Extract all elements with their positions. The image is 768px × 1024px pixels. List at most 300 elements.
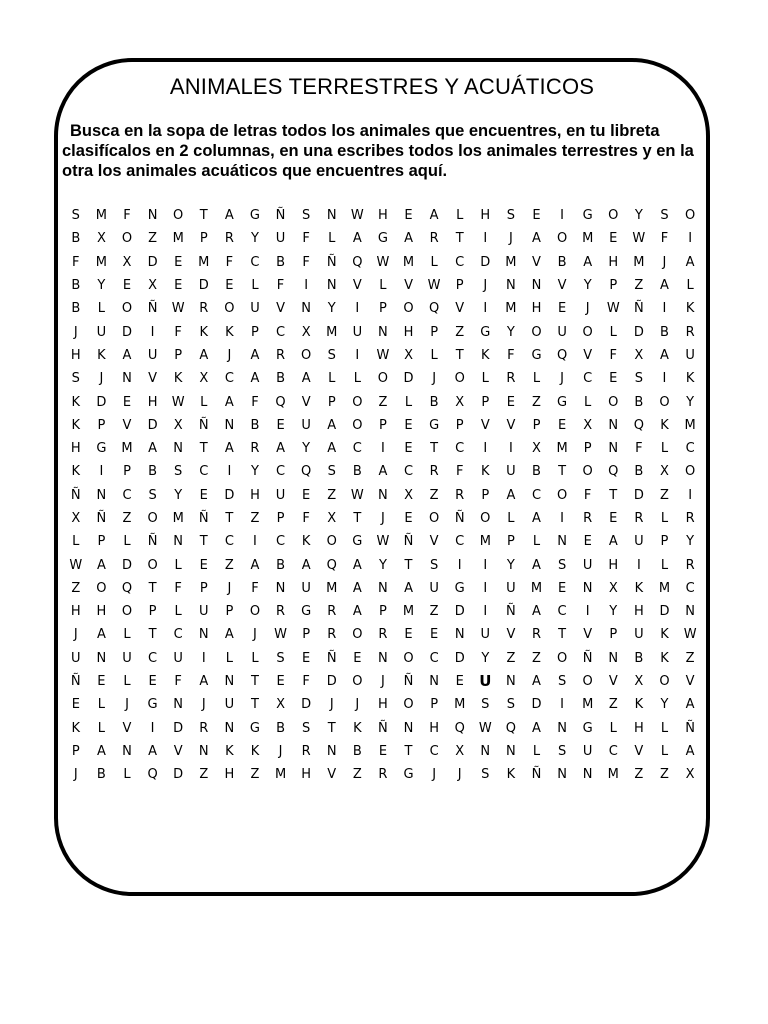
grid-letter: A bbox=[327, 441, 337, 457]
grid-letter: S bbox=[481, 697, 490, 713]
grid-letter: W bbox=[376, 347, 390, 363]
grid-letter: G bbox=[557, 394, 568, 410]
grid-letter: Y bbox=[302, 441, 311, 457]
grid-letter: X bbox=[122, 254, 132, 270]
grid-letter: R bbox=[276, 604, 286, 620]
grid-row bbox=[63, 623, 703, 646]
grid-letter: S bbox=[634, 371, 643, 387]
grid-letter: I bbox=[483, 441, 488, 457]
grid-letter: Y bbox=[634, 208, 643, 224]
grid-letter: V bbox=[148, 371, 158, 387]
grid-row bbox=[63, 740, 703, 763]
grid-letter: R bbox=[685, 324, 695, 340]
grid-letter: Y bbox=[506, 557, 515, 573]
word-search-grid-body bbox=[63, 204, 703, 786]
grid-letter: Y bbox=[378, 557, 387, 573]
grid-letter: J bbox=[381, 511, 385, 526]
grid-letter: P bbox=[379, 417, 387, 433]
grid-letter: O bbox=[582, 674, 593, 690]
grid-letter: R bbox=[327, 604, 337, 620]
grid-letter: P bbox=[97, 534, 106, 550]
grid-letter: D bbox=[173, 767, 184, 783]
grid-letter: Z bbox=[608, 697, 618, 713]
grid-row bbox=[63, 227, 703, 250]
grid-letter: M bbox=[658, 580, 671, 596]
grid-letter: D bbox=[454, 650, 465, 666]
grid-letter: T bbox=[250, 674, 259, 690]
grid-letter: P bbox=[199, 580, 208, 596]
grid-letter: M bbox=[505, 301, 517, 317]
grid-letter: X bbox=[455, 394, 465, 410]
grid-letter: X bbox=[327, 511, 337, 526]
grid-letter: T bbox=[430, 441, 439, 457]
grid-letter: D bbox=[633, 324, 644, 340]
grid-letter: N bbox=[224, 417, 235, 433]
grid-letter: A bbox=[532, 604, 541, 620]
grid-letter: N bbox=[608, 441, 619, 457]
grid-letter: N bbox=[506, 674, 516, 690]
grid-letter: M bbox=[326, 580, 338, 596]
grid-letter: S bbox=[276, 650, 285, 666]
grid-letter: Q bbox=[505, 720, 516, 736]
grid-letter: Ñ bbox=[633, 301, 644, 317]
grid-letter: S bbox=[660, 208, 669, 224]
grid-letter: E bbox=[302, 650, 311, 666]
grid-letter: B bbox=[532, 464, 541, 480]
grid-letter: X bbox=[634, 347, 644, 363]
grid-letter: Z bbox=[455, 324, 465, 340]
grid-letter: I bbox=[560, 697, 564, 713]
grid-letter: Q bbox=[608, 464, 619, 480]
grid-letter: Z bbox=[122, 511, 132, 526]
grid-letter: G bbox=[249, 208, 260, 224]
grid-letter: E bbox=[430, 627, 439, 643]
grid-letter: R bbox=[583, 511, 593, 526]
grid-letter: D bbox=[198, 278, 209, 294]
grid-letter: P bbox=[225, 604, 234, 620]
grid-letter: C bbox=[583, 371, 593, 387]
grid-letter: F bbox=[72, 254, 80, 270]
grid-letter: Ñ bbox=[326, 254, 337, 270]
grid-letter: Ñ bbox=[147, 301, 158, 317]
grid-letter: U bbox=[96, 324, 107, 340]
grid-letter: P bbox=[609, 278, 618, 294]
grid-letter: A bbox=[122, 347, 132, 363]
grid-letter: I bbox=[227, 464, 232, 480]
grid-letter: C bbox=[276, 324, 286, 340]
grid-letter: A bbox=[352, 557, 362, 573]
grid-letter: L bbox=[660, 511, 669, 526]
grid-letter: D bbox=[301, 697, 312, 713]
grid-letter: W bbox=[350, 208, 364, 224]
grid-letter: Y bbox=[506, 324, 515, 340]
grid-letter: J bbox=[483, 278, 488, 294]
grid-letter: A bbox=[301, 371, 311, 387]
grid-letter: W bbox=[274, 627, 287, 643]
grid-letter: A bbox=[660, 278, 669, 294]
grid-letter: Ñ bbox=[378, 720, 388, 736]
grid-letter: Y bbox=[174, 487, 183, 503]
grid-letter: E bbox=[557, 417, 567, 433]
grid-letter: Y bbox=[660, 697, 669, 713]
grid-letter: N bbox=[557, 720, 567, 736]
grid-row bbox=[63, 367, 703, 390]
grid-letter: Z bbox=[148, 231, 158, 247]
grid-letter: S bbox=[557, 674, 567, 690]
grid-letter: A bbox=[224, 627, 234, 643]
grid-letter: Ñ bbox=[685, 720, 695, 736]
grid-letter: I bbox=[508, 441, 513, 457]
grid-letter: Z bbox=[250, 511, 260, 526]
grid-letter: R bbox=[531, 627, 541, 643]
grid-letter: C bbox=[455, 441, 465, 457]
grid-letter: X bbox=[404, 487, 413, 503]
grid-letter: H bbox=[429, 720, 439, 736]
grid-letter: L bbox=[123, 534, 131, 550]
grid-letter: N bbox=[122, 371, 132, 387]
grid-letter: N bbox=[198, 627, 209, 643]
grid-letter: L bbox=[481, 371, 489, 387]
grid-letter: K bbox=[97, 347, 106, 363]
grid-letter: I bbox=[688, 231, 693, 247]
grid-letter: V bbox=[327, 767, 337, 783]
grid-letter: L bbox=[532, 743, 541, 759]
grid-letter: L bbox=[353, 371, 361, 387]
grid-letter: N bbox=[557, 534, 567, 550]
grid-letter: R bbox=[429, 464, 439, 480]
grid-letter: F bbox=[635, 441, 643, 457]
grid-letter: E bbox=[609, 231, 618, 247]
grid-letter: N bbox=[506, 743, 516, 759]
grid-letter: L bbox=[660, 720, 669, 736]
grid-letter: C bbox=[276, 464, 286, 480]
grid-letter: E bbox=[404, 511, 413, 526]
grid-letter: K bbox=[199, 324, 209, 340]
grid-letter: R bbox=[378, 627, 388, 643]
grid-letter: L bbox=[660, 557, 669, 573]
grid-letter: U bbox=[634, 627, 644, 643]
grid-letter: C bbox=[531, 487, 542, 503]
grid-letter: U bbox=[685, 347, 695, 363]
grid-letter: U bbox=[582, 557, 593, 573]
grid-letter: N bbox=[326, 278, 337, 294]
grid-letter: E bbox=[302, 487, 311, 503]
grid-letter: I bbox=[483, 580, 488, 596]
grid-letter: A bbox=[352, 580, 362, 596]
grid-letter: F bbox=[660, 231, 669, 247]
grid-letter: O bbox=[608, 208, 619, 224]
grid-letter: T bbox=[558, 627, 567, 643]
grid-letter: C bbox=[429, 743, 439, 759]
grid-row bbox=[63, 320, 703, 343]
grid-letter: Q bbox=[121, 580, 133, 596]
grid-letter: N bbox=[96, 650, 107, 666]
grid-letter: R bbox=[634, 511, 644, 526]
grid-letter: Ñ bbox=[403, 674, 414, 690]
grid-letter: P bbox=[583, 441, 592, 457]
grid-letter: U bbox=[582, 743, 593, 759]
grid-letter: A bbox=[404, 580, 413, 596]
grid-letter: H bbox=[147, 394, 158, 410]
grid-letter: D bbox=[147, 254, 158, 270]
grid-letter: W bbox=[171, 301, 185, 317]
grid-letter: U bbox=[634, 534, 644, 550]
grid-letter: Z bbox=[660, 487, 669, 503]
grid-letter: H bbox=[70, 604, 81, 620]
grid-row bbox=[63, 204, 703, 227]
grid-letter: J bbox=[99, 371, 104, 387]
grid-letter: A bbox=[532, 557, 541, 573]
grid-letter: P bbox=[430, 697, 439, 713]
grid-letter: U bbox=[71, 650, 81, 666]
grid-letter: J bbox=[381, 674, 385, 690]
grid-letter: L bbox=[430, 254, 438, 270]
grid-letter: U bbox=[352, 324, 363, 340]
grid-letter: E bbox=[378, 743, 388, 759]
grid-letter: P bbox=[455, 278, 464, 294]
grid-letter: C bbox=[429, 650, 439, 666]
grid-letter: C bbox=[250, 254, 260, 270]
grid-letter: V bbox=[480, 417, 490, 433]
grid-letter: R bbox=[224, 231, 234, 247]
grid-letter: E bbox=[609, 371, 618, 387]
grid-letter: A bbox=[148, 441, 158, 457]
grid-letter: Ñ bbox=[506, 604, 516, 620]
grid-row bbox=[63, 717, 703, 740]
grid-letter: U bbox=[506, 580, 516, 596]
grid-row bbox=[63, 530, 703, 553]
grid-letter: P bbox=[379, 301, 387, 317]
grid-letter: X bbox=[199, 371, 209, 387]
grid-letter: A bbox=[532, 674, 541, 690]
grid-letter: Q bbox=[454, 720, 465, 736]
grid-letter: X bbox=[148, 278, 158, 294]
grid-row bbox=[63, 297, 703, 320]
grid-letter: M bbox=[530, 580, 543, 596]
grid-letter: P bbox=[251, 324, 259, 340]
grid-letter: R bbox=[685, 557, 695, 573]
grid-letter: U bbox=[301, 580, 311, 596]
grid-letter: A bbox=[352, 604, 362, 620]
grid-letter: N bbox=[403, 720, 414, 736]
grid-letter: G bbox=[249, 720, 260, 736]
grid-row bbox=[63, 390, 703, 413]
grid-letter: G bbox=[377, 231, 388, 247]
grid-letter: V bbox=[404, 278, 413, 294]
grid-row bbox=[63, 414, 703, 437]
grid-letter: L bbox=[328, 231, 336, 247]
grid-letter: U bbox=[275, 487, 286, 503]
grid-letter: A bbox=[148, 743, 158, 759]
grid-letter: P bbox=[199, 231, 208, 247]
grid-letter: M bbox=[121, 441, 133, 457]
grid-letter: L bbox=[123, 674, 131, 690]
grid-letter: J bbox=[227, 347, 232, 363]
grid-letter: C bbox=[608, 743, 618, 759]
grid-letter: E bbox=[122, 394, 132, 410]
grid-letter: G bbox=[582, 208, 593, 224]
grid-letter: V bbox=[557, 278, 567, 294]
grid-letter: O bbox=[403, 697, 414, 713]
grid-letter: Q bbox=[301, 464, 312, 480]
grid-letter: U bbox=[275, 231, 286, 247]
grid-letter: D bbox=[326, 674, 337, 690]
grid-letter: U bbox=[224, 697, 235, 713]
grid-letter: Y bbox=[583, 278, 592, 294]
grid-letter: V bbox=[506, 417, 516, 433]
grid-letter: L bbox=[507, 511, 515, 526]
grid-letter: A bbox=[96, 557, 106, 573]
grid-letter: D bbox=[121, 557, 132, 573]
grid-letter: O bbox=[659, 674, 670, 690]
grid-letter: V bbox=[276, 301, 285, 317]
grid-letter: G bbox=[403, 767, 414, 783]
grid-letter: L bbox=[97, 697, 106, 713]
grid-letter: O bbox=[403, 301, 414, 317]
grid-letter: S bbox=[429, 557, 439, 573]
grid-letter: C bbox=[352, 441, 362, 457]
grid-letter: F bbox=[123, 208, 131, 224]
grid-letter: B bbox=[352, 743, 362, 759]
grid-letter: J bbox=[662, 254, 667, 270]
grid-letter: B bbox=[659, 324, 669, 340]
grid-letter: D bbox=[96, 394, 107, 410]
grid-letter: D bbox=[224, 487, 235, 503]
grid-letter: J bbox=[278, 743, 283, 759]
grid-letter: T bbox=[404, 557, 413, 573]
grid-letter: P bbox=[302, 627, 311, 643]
grid-letter: Y bbox=[609, 604, 618, 620]
grid-letter: D bbox=[454, 604, 465, 620]
grid-letter: X bbox=[685, 767, 695, 783]
grid-letter: N bbox=[122, 743, 132, 759]
grid-letter: B bbox=[148, 464, 158, 480]
grid-letter: C bbox=[685, 441, 695, 457]
grid-letter: N bbox=[173, 441, 184, 457]
grid-letter: N bbox=[378, 650, 388, 666]
grid-letter: T bbox=[148, 627, 157, 643]
grid-letter: K bbox=[353, 720, 362, 736]
grid-letter: S bbox=[481, 767, 490, 783]
grid-letter: Z bbox=[71, 580, 81, 596]
grid-letter: E bbox=[122, 278, 132, 294]
grid-letter: J bbox=[508, 231, 513, 247]
grid-letter: T bbox=[327, 720, 336, 736]
grid-letter: M bbox=[633, 254, 645, 270]
grid-letter: D bbox=[659, 604, 670, 620]
grid-letter: N bbox=[301, 301, 311, 317]
grid-letter: F bbox=[174, 324, 182, 340]
grid-letter: K bbox=[173, 371, 183, 387]
grid-letter: H bbox=[480, 208, 491, 224]
grid-letter: M bbox=[454, 697, 466, 713]
grid-letter: I bbox=[483, 557, 488, 573]
grid-letter: C bbox=[557, 604, 567, 620]
grid-letter: S bbox=[174, 464, 183, 480]
grid-letter: Ñ bbox=[403, 534, 414, 550]
grid-letter: P bbox=[379, 604, 387, 620]
grid-letter: C bbox=[276, 534, 286, 550]
grid-letter: H bbox=[301, 767, 312, 783]
grid-letter: X bbox=[71, 511, 81, 526]
grid-letter: U bbox=[557, 324, 567, 340]
grid-letter: I bbox=[304, 278, 309, 294]
grid-letter: I bbox=[483, 301, 488, 317]
grid-letter: A bbox=[378, 464, 388, 480]
grid-letter: V bbox=[301, 394, 311, 410]
grid-letter: D bbox=[403, 371, 414, 387]
grid-letter: O bbox=[403, 650, 414, 666]
grid-letter: M bbox=[274, 767, 287, 783]
grid-letter: P bbox=[71, 743, 80, 759]
grid-letter: Ñ bbox=[326, 650, 337, 666]
grid-letter: I bbox=[662, 371, 667, 387]
grid-letter: O bbox=[685, 208, 696, 224]
grid-letter: O bbox=[147, 511, 158, 526]
grid-letter: K bbox=[685, 371, 695, 387]
grid-letter: G bbox=[301, 604, 312, 620]
grid-row bbox=[63, 251, 703, 274]
grid-letter: C bbox=[685, 580, 695, 596]
grid-letter: V bbox=[583, 347, 593, 363]
grid-letter: S bbox=[302, 720, 311, 736]
grid-letter: W bbox=[683, 627, 697, 643]
grid-letter: E bbox=[199, 557, 208, 573]
grid-letter: S bbox=[71, 371, 80, 387]
grid-letter: S bbox=[327, 347, 336, 363]
grid-letter: E bbox=[404, 627, 413, 643]
grid-letter: A bbox=[96, 627, 106, 643]
grid-letter: E bbox=[199, 487, 208, 503]
grid-letter: K bbox=[250, 743, 260, 759]
grid-letter: L bbox=[72, 534, 80, 550]
grid-letter: J bbox=[560, 371, 564, 387]
grid-row bbox=[63, 460, 703, 483]
grid-letter: P bbox=[506, 534, 515, 550]
grid-letter: O bbox=[556, 231, 568, 247]
grid-letter: K bbox=[225, 324, 234, 340]
grid-letter: D bbox=[480, 254, 491, 270]
grid-letter: N bbox=[506, 278, 516, 294]
grid-letter: J bbox=[432, 371, 437, 387]
grid-letter: I bbox=[355, 301, 360, 317]
grid-letter: C bbox=[199, 464, 209, 480]
grid-letter: L bbox=[225, 650, 233, 666]
grid-letter: I bbox=[636, 557, 641, 573]
grid-letter: N bbox=[480, 743, 491, 759]
grid-letter: H bbox=[403, 324, 414, 340]
grid-letter: L bbox=[532, 534, 541, 550]
grid-letter: O bbox=[249, 604, 261, 620]
grid-letter: W bbox=[350, 487, 364, 503]
grid-letter: X bbox=[583, 417, 593, 433]
grid-letter: W bbox=[632, 231, 646, 247]
grid-letter: Y bbox=[686, 534, 695, 550]
grid-row bbox=[63, 274, 703, 297]
grid-letter: B bbox=[276, 557, 285, 573]
grid-letter: V bbox=[608, 674, 618, 690]
grid-letter: L bbox=[174, 557, 182, 573]
grid-letter: T bbox=[225, 511, 234, 526]
grid-letter: B bbox=[557, 254, 567, 270]
grid-letter: O bbox=[352, 394, 363, 410]
grid-row bbox=[63, 763, 703, 786]
grid-letter: K bbox=[506, 767, 516, 783]
grid-letter: K bbox=[71, 417, 81, 433]
grid-letter: O bbox=[326, 534, 337, 550]
grid-letter: X bbox=[634, 674, 644, 690]
grid-letter: Q bbox=[352, 254, 363, 270]
